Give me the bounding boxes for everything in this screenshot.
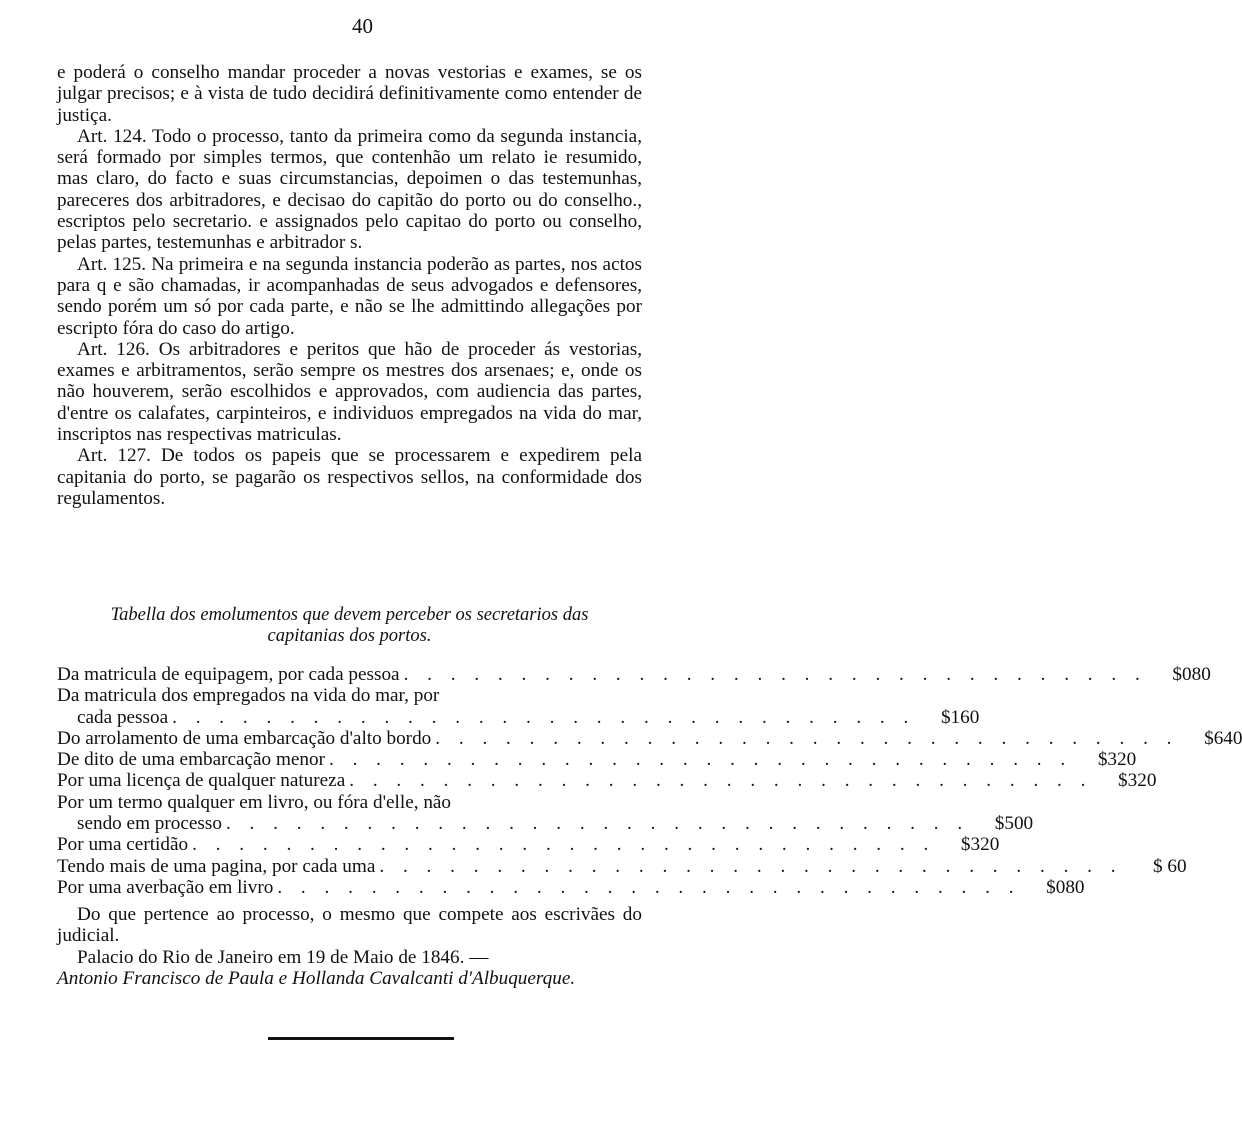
- leader-dots: . . . . . . . . . . . . . . . . . . . . . . . . . . . . . . . .: [328, 749, 1073, 771]
- fee-description: Do arrolamento de uma embarcação d'alto bordo: [57, 727, 432, 749]
- article-124: Art. 124. Todo o processo, tanto da primeira como da segunda instancia, será formado por simples termos, que contenhão um relato ie resumido, mas claro, do facto e suas circumstancias, depoimen o das testemunhas, pareceres dos arbitradores, e decisao do capitão do porto ou do conselho., escriptos pelo secretario. e assignados pelo capitao do porto ou conselho, pelas partes, testemunhas e arbitrador s.: [57, 125, 642, 254]
- fee-row: [57, 834, 1000, 856]
- signature: Antonio Francisco de Paula e Hollanda Cavalcanti d'Albuquerque.: [57, 967, 576, 989]
- fee-row: [57, 706, 980, 728]
- fee-description: Por uma licença de qualquer natureza: [57, 770, 346, 792]
- fee-row: [57, 727, 1242, 749]
- article-127: Art. 127. De todos os papeis que se processarem e expedirem pela capitania do porto, se pagarão os respectivos sellos, na conformidade dos regulamentos.: [57, 445, 642, 509]
- fee-amount: $ 60: [1152, 855, 1187, 877]
- fee-description: sendo em processo: [77, 813, 222, 835]
- fee-row: [57, 664, 1211, 685]
- leader-dots: . . . . . . . . . . . . . . . . . . . . . . . . . . . . . . . .: [435, 727, 1179, 749]
- fee-amount: $500: [994, 813, 1034, 835]
- fee-row: [57, 855, 1187, 877]
- body-text: [57, 62, 642, 509]
- fee-table: [57, 664, 1242, 898]
- fee-description: Por uma averbação em livro: [57, 876, 274, 898]
- fee-amount: $080: [1172, 664, 1211, 685]
- fee-amount: $320: [1097, 749, 1137, 771]
- fee-description: Da matricula de equipagem, por cada pessoa: [57, 664, 400, 685]
- leader-dots: . . . . . . . . . . . . . . . . . . . . . . . . . . . . . . . .: [349, 770, 1093, 792]
- paragraph-continuation: e poderá o conselho mandar proceder a novas vestorias e exames, se os julgar precisos; e à vista de tudo decidirá definitivamente como entender de justiça.: [57, 62, 642, 126]
- fee-description: Por uma certidão: [57, 834, 189, 856]
- fee-amount: $320: [960, 834, 1000, 856]
- leader-dots: . . . . . . . . . . . . . . . . . . . . . . . . . . . . . . . .: [379, 855, 1123, 877]
- fee-description: De dito de uma embarcação menor: [57, 749, 325, 771]
- table-caption: [57, 605, 642, 647]
- table-caption-line1: Tabella dos emolumentos que devem perceber os secretarios das: [110, 605, 589, 625]
- leader-dots: . . . . . . . . . . . . . . . . . . . . . . . . . . . . . . . .: [192, 834, 936, 856]
- closing-date: Palacio do Rio de Janeiro em 19 de Maio de 1846. —: [77, 946, 489, 968]
- fee-description: cada pessoa: [77, 706, 169, 728]
- article-126: Art. 126. Os arbitradores e peritos que hão de proceder ás vestorias, exames e arbitramentos, serão sempre os mestres dos arsenaes; e, onde os não houverem, serão escolhidos e approvados, com audiencia das partes, d'entre os calafates, carpinteiros, e individuos empregados na vida do mar, inscriptos nas respectivas matriculas.: [57, 338, 642, 446]
- leader-dots: . . . . . . . . . . . . . . . . . . . . . . . . . . . . . . . .: [225, 813, 970, 835]
- article-125: Art. 125. Na primeira e na segunda instancia poderão as partes, nos actos para q e são chamadas, ir acompanhadas de seus advogados e defensores, sendo porém um só por cada parte, e não se lhe admittindo allegações por escripto fóra do caso do artigo.: [57, 253, 642, 339]
- fee-row: [57, 792, 642, 813]
- end-rule: [268, 1037, 454, 1040]
- leader-dots: . . . . . . . . . . . . . . . . . . . . . . . . . . . . . . . .: [403, 664, 1147, 685]
- closing-note: Do que pertence ao processo, o mesmo que compete aos escrivães do judicial.: [57, 904, 642, 947]
- fee-description: Por um termo qualquer em livro, ou fóra d'elle, não: [57, 791, 452, 813]
- page-number: 40: [352, 14, 373, 38]
- fee-row: [57, 813, 1034, 835]
- fee-amount: $160: [940, 706, 980, 728]
- leader-dots: . . . . . . . . . . . . . . . . . . . . . . . . . . . . . . . .: [277, 876, 1021, 898]
- fee-amount: $640: [1204, 727, 1242, 749]
- closing-text: [57, 904, 642, 989]
- fee-row: [57, 770, 1157, 792]
- fee-row: [57, 685, 642, 706]
- fee-amount: $080: [1046, 876, 1085, 898]
- fee-row: [57, 749, 1137, 771]
- table-caption-line2: capitanias dos portos.: [267, 626, 432, 646]
- fee-amount: $320: [1118, 770, 1157, 792]
- fee-description: Tendo mais de uma pagina, por cada uma: [57, 855, 376, 877]
- leader-dots: . . . . . . . . . . . . . . . . . . . . . . . . . . . . . . . .: [172, 706, 916, 728]
- fee-description: Da matricula dos empregados na vida do mar, por: [57, 685, 440, 707]
- fee-row: [57, 876, 1085, 898]
